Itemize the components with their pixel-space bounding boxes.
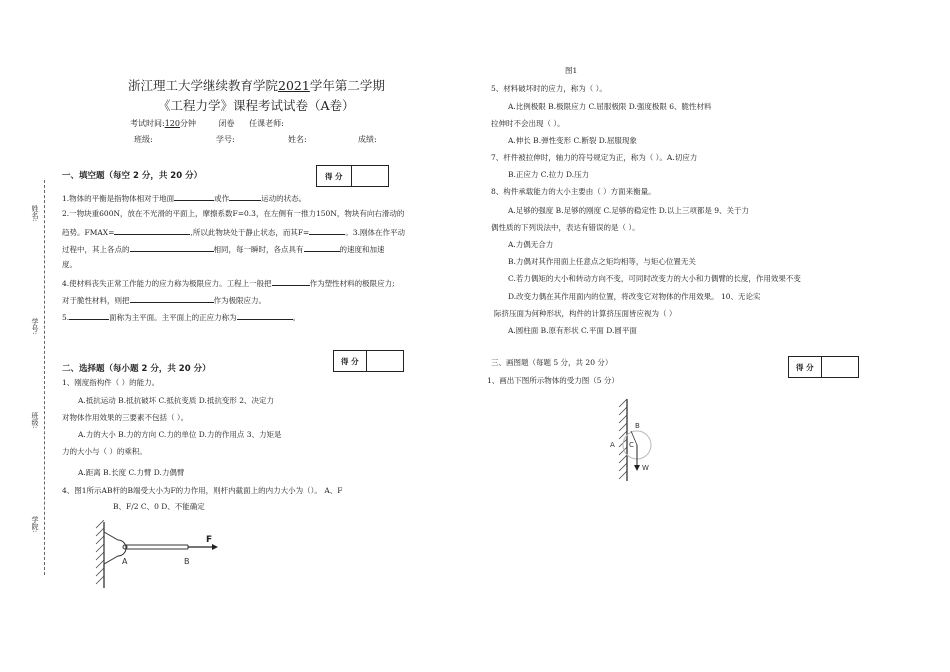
choice-q1-options: A.抵抗运动 B.抵抗破坏 C.抵抗变质 D.抵抗变形 2、决定力	[78, 396, 274, 405]
draw-q1: 1、画出下图所示物体的受力图（5 分）	[487, 376, 619, 385]
score-field-label: 成绩:	[358, 135, 377, 144]
choice-q3-options: A.距离 B.长度 C.力臂 D.力偶臂	[78, 468, 185, 477]
fig2-label-c: C	[629, 441, 634, 449]
score-box-label: 得 分	[334, 351, 367, 371]
section1-heading: 一、填空题（每空 2 分，共 20 分）	[62, 171, 203, 181]
choice-q4-options: B、F/2 C、0 D、不能确定	[113, 502, 205, 511]
choice-q7: 7、杆件被拉伸时，轴力的符号规定为正，称为（ ）。A.切应力	[491, 153, 698, 162]
score-box-value	[822, 357, 858, 377]
score-box-value	[352, 166, 388, 186]
name-field-label: 姓名:	[288, 135, 307, 144]
choice-q9-option-a: A.力偶无合力	[508, 240, 554, 249]
side-class-label: 班级:	[31, 412, 39, 429]
score-box-2	[333, 350, 404, 372]
choice-q9-option-b: B.力偶对其作用面上任意点之矩均相等，与矩心位置无关	[508, 257, 696, 266]
choice-q9: 偶性质的下列说法中，表达有错误的是（ ）。	[491, 223, 640, 232]
fig1-label-f: F	[206, 535, 213, 545]
exam-info-row: 考试时间:120分钟 闭卷 任课老师:	[130, 119, 284, 128]
fill-q2-line2: 趋势。FMAX= ,所以此物块处于静止状态，而其F= 。3.刚体在作平动	[62, 228, 405, 237]
fill-q1: 1.物体的平衡是指物体相对于地面 或作 运动的状态。	[62, 194, 307, 203]
score-box-label: 得 分	[317, 166, 352, 186]
fig2-label-w: W	[642, 464, 649, 472]
score-box-value	[367, 351, 403, 371]
id-field-label: 学号:	[216, 135, 235, 144]
choice-q8-options: A.足够的强度 B.足够的刚度 C.足够的稳定性 D.以上三项都是 9、关于力	[508, 206, 749, 215]
choice-q10-options: A.圆柱面 B.原有形状 C.平面 D.圆平面	[508, 326, 637, 335]
score-box-label: 得 分	[789, 357, 822, 377]
score-box-1	[316, 165, 389, 187]
choice-q3: 力的大小与（ ）的乘积。	[62, 447, 147, 456]
fig1-label-a: A	[122, 557, 128, 566]
fill-q3-end: 度。	[62, 260, 77, 269]
figure2-diagram	[605, 395, 665, 485]
fig2-label-b: B	[635, 422, 640, 430]
choice-q2: 对物体作用效果的三要素不包括（ ）。	[62, 413, 189, 422]
fill-q5: 5. 面称为主平面。主平面上的正应力称为 。	[62, 313, 301, 322]
choice-q6: 拉伸时不会出现（ ）。	[491, 119, 565, 128]
course-title: 《工程力学》课程考试试卷（A卷）	[158, 98, 355, 113]
side-name-label: 姓名:	[31, 205, 39, 222]
page-title: 浙江理工大学继续教育学院2021学年第二学期	[128, 78, 385, 93]
choice-q10: 际挤压面为何种形状，构件的计算挤压面皆应视为（ ）	[494, 309, 677, 318]
section2-heading: 二、选择题（每小题 2 分，共 20 分）	[62, 364, 211, 374]
side-college-label: 学院:	[31, 516, 39, 533]
binding-line	[44, 180, 45, 575]
score-box-3	[788, 356, 859, 378]
fig2-label-a: A	[610, 441, 615, 449]
fill-q3-line: 过程中，其上各点的 相同，每一瞬时，各点具有 的速度和加速	[62, 245, 385, 254]
choice-q8: 8、构件承载能力的大小主要由（ ）方面来衡量。	[491, 187, 656, 196]
fill-q2-line1: 2.一物块重600N，放在不光滑的平面上，摩擦系数F=0.3，在左侧有一推力150N，物块有向右滑动的	[62, 209, 405, 218]
class-field-label: 班级:	[134, 135, 153, 144]
choice-q7-options: B.正应力 C.拉力 D.压力	[508, 170, 590, 179]
figure1-caption: 图1	[565, 66, 578, 75]
choice-q9-option-d: D.改变力偶在其作用面内的位置，将改变它对物体的作用效果。 10、无论实	[508, 292, 761, 301]
choice-q1: 1、刚度指构件（ ）的能力。	[62, 378, 160, 387]
fill-q4-line1: 4.使材料丧失正常工作能力的应力称为极限应力。工程上一般把 作为塑性材料的极限应力;	[62, 279, 395, 288]
choice-q5-options: A.比例极限 B.极限应力 C.屈服极限 D.强度极限 6、脆性材料	[508, 102, 712, 111]
fill-q4-line2: 对于脆性材料，则把 作为极限应力。	[62, 296, 266, 305]
choice-q6-options: A.伸长 B.弹性变形 C.断裂 D.屈服现象	[508, 136, 637, 145]
section3-heading: 三、画图题（每题 5 分，共 20 分）	[491, 358, 613, 367]
choice-q4: 4、图1所示AB杆的B端受大小为F的力作用，则杆内截面上的内力大小为（）。 A、F	[62, 486, 343, 495]
choice-q5: 5、材料破坏时的应力，称为（ ）。	[491, 84, 607, 93]
choice-q9-option-c: C.若力偶矩的大小和转动方向不变，可同时改变力的大小和力偶臂的长度，作用效果不变	[508, 274, 801, 283]
figure1-diagram	[92, 520, 222, 590]
choice-q2-options: A.力的大小 B.力的方向 C.力的单位 D.力的作用点 3、力矩是	[78, 430, 282, 439]
fig1-label-b: B	[184, 557, 190, 566]
side-id-label: 学号:	[31, 318, 39, 335]
